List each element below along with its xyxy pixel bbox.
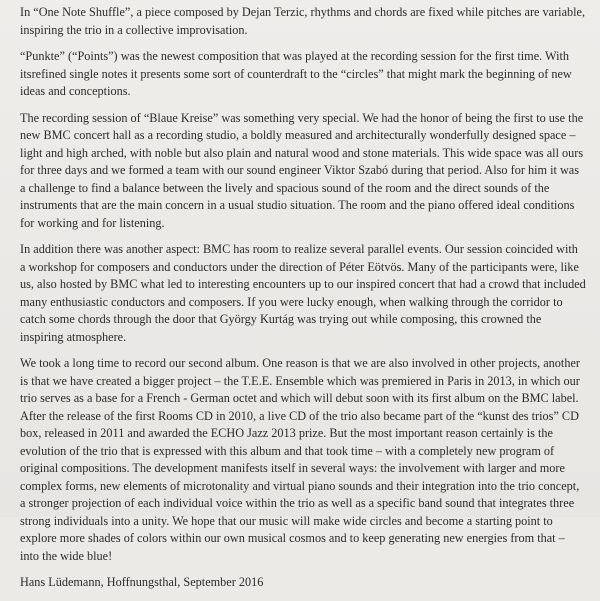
paragraph-recording-session: The recording session of “Blaue Kreise” was something very special. We had the honor of being the first to use the new BMC concert hall as a recording studio, a boldly measured and architecturally wonderfully designed space – light and high arched, with noble but also plain and natural wood and stone materials. This wide space was all ours for three days and we formed a team with our sound engineer Viktor Szabó during that period. Also for him it was a challenge to find a balance between the lively and spacious sound of the room and the direct sounds of the instruments that are the main concern in a usual studio situation. The room and the piano offered ideal conditions for working and for listening. bbox=[20, 110, 584, 230]
paragraph-second-album: We took a long time to record our second album. One reason is that we are also involved in other projects, another is that we have created a bigger project – the T.E.E. Ensemble which was premiered in Paris in 2013, in which our trio serves as a base for a French - German octet and which will debut soon with its first album on the BMC label. After the release of the first Rooms CD in 2010, a live CD of the trio also became part of the “kunst des trios” CD box, released in 2011 and awarded the ECHO Jazz 2013 prize. But the most important reason certainly is the evolution of the trio that is expressed with this album and that took time – with a completely new program of original compositions. The development manifests itself in several ways: the involvement with larger and more complex forms, new elements of microtonality and virtual piano sounds and their integration into the trio concept, a stronger projection of each individual voice within the trio as well as a specific band sound that integrates three strong individuals into a unity. We hope that our music will make wide circles and become a starting point to explore more shades of colors within our own musical cosmos and to keep generating new energies from that – into the wide blue! bbox=[20, 356, 580, 563]
signature-line: Hans Lüdemann, Hoffnungsthal, September 2016 bbox=[20, 575, 264, 589]
paragraph-punkte: “Punkte” (“Points”) was the newest composition that was played at the recording session for the first time. With itsrefined single notes it presents some sort of counterdraft to the “circles” that might mark the beginning of new ideas and conceptions. bbox=[20, 49, 572, 98]
paragraph-bmc-events: In addition there was another aspect: BMC has room to realize several parallel events. Our session coincided with a workshop for composers and conductors under the direction of Péter Eötvös. Many of the participants were, like us, also hosted by BMC what led to interesting encounters up to our inspired concert that had a crowd that included many enthusiastic conductors and composers. If you were lucky enough, when walking through the corridor to catch some chords through the door that György Kurtág was trying out while composing, this crowned the inspiring atmosphere. bbox=[20, 242, 586, 344]
paragraph-one-note-shuffle: In “One Note Shuffle”, a piece composed by Dejan Terzic, rhythms and chords are fixed while pitches are variable, inspiring the trio in a collective improvisation. bbox=[20, 5, 586, 37]
liner-notes-text bbox=[20, 4, 586, 601]
